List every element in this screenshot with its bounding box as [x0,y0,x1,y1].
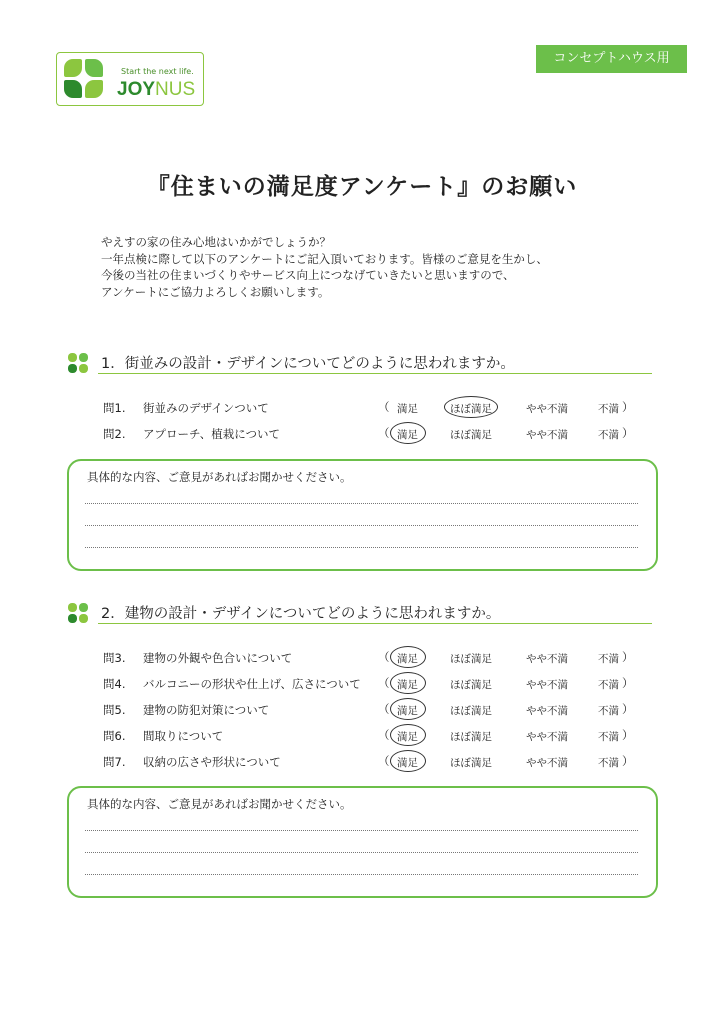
question-text: バルコニーの形状や仕上げ、広さについて [143,677,361,691]
paren-open: （ [378,426,390,440]
question-number: 問2. [103,427,126,441]
paren-close: ） [622,754,634,768]
paren-close: ） [622,728,634,742]
option-dissatisfied[interactable]: 不満 [598,653,619,665]
writing-line [85,503,638,504]
question-number: 問5. [103,703,126,717]
option-dissatisfied[interactable]: 不満 [598,705,619,717]
logo-wordmark: JOYNUS [117,79,196,100]
section-1-divider [98,373,652,374]
option-somewhat-dissatisfied[interactable]: やや不満 [526,653,568,665]
paren-close: ） [622,426,634,440]
paren-close: ） [622,676,634,690]
option-mostly-satisfied[interactable]: ほぼ満足 [450,429,492,441]
question-number: 問3. [103,651,126,665]
option-dissatisfied[interactable]: 不満 [598,679,619,691]
writing-line [85,547,638,548]
paren-open: （ [378,676,390,690]
option-somewhat-dissatisfied[interactable]: やや不満 [526,705,568,717]
intro-line: 今後の当社の住まいづくりやサービス向上につなげていきたいと思いますので、 [101,268,515,282]
option-mostly-satisfied[interactable]: ほぼ満足 [450,403,492,415]
option-dissatisfied[interactable]: 不満 [598,403,619,415]
question-text: 建物の防犯対策について [143,703,270,717]
question-number: 問7. [103,755,126,769]
paren-close: ） [622,400,634,414]
section-1-title: 1．街並みの設計・デザインについてどのように思われますか。 [101,356,515,372]
clover-icon [67,352,89,374]
concept-house-badge: コンセプトハウス用 [536,45,687,73]
paren-close: ） [622,702,634,716]
intro-line: やえすの家の住み心地はいかがでしょうか？ [101,235,331,249]
comment-label: 具体的な内容、ご意見があればお聞かせください。 [87,797,352,811]
writing-line [85,525,638,526]
question-text: 建物の外観や色合いについて [143,651,293,665]
clover-leaf-icon [64,80,82,98]
selection-circle [390,646,426,668]
section-2-title: 2．建物の設計・デザインについてどのように思われますか。 [101,606,501,622]
clover-leaf-icon [85,80,103,98]
option-mostly-satisfied[interactable]: ほぼ満足 [450,731,492,743]
page-title: 『住まいの満足度アンケート』のお願い [146,174,578,200]
clover-leaf-icon [85,59,103,77]
paren-open: （ [378,754,390,768]
question-number: 問1. [103,401,126,415]
question-number: 問6. [103,729,126,743]
clover-icon [67,602,89,624]
question-text: 街並みのデザインついて [143,401,269,415]
option-satisfied[interactable]: 満足 [397,731,418,743]
selection-circle [390,422,426,444]
writing-line [85,830,638,831]
joynus-logo [56,52,204,106]
option-dissatisfied[interactable]: 不満 [598,429,619,441]
option-mostly-satisfied[interactable]: ほぼ満足 [450,705,492,717]
option-mostly-satisfied[interactable]: ほぼ満足 [450,653,492,665]
option-somewhat-dissatisfied[interactable]: やや不満 [526,429,568,441]
option-somewhat-dissatisfied[interactable]: やや不満 [526,679,568,691]
option-satisfied[interactable]: 満足 [397,705,418,717]
intro-line: アンケートにご協力よろしくお願いします。 [101,284,330,299]
paren-open: （ [378,400,390,414]
selection-circle [390,750,426,772]
selection-circle [390,672,426,694]
question-number: 問4. [103,677,126,691]
question-text: 間取りについて [143,729,224,743]
option-satisfied[interactable]: 満足 [397,679,418,691]
comment-label: 具体的な内容、ご意見があればお聞かせください。 [87,470,352,484]
writing-line [85,874,638,875]
option-satisfied[interactable]: 満足 [397,403,418,415]
logo-tagline: Start the next life. [121,67,194,76]
option-somewhat-dissatisfied[interactable]: やや不満 [526,731,568,743]
option-satisfied[interactable]: 満足 [397,429,418,441]
option-mostly-satisfied[interactable]: ほぼ満足 [450,679,492,691]
option-satisfied[interactable]: 満足 [397,653,418,665]
selection-circle [444,396,498,418]
option-somewhat-dissatisfied[interactable]: やや不満 [526,403,568,415]
clover-leaf-icon [64,59,82,77]
option-somewhat-dissatisfied[interactable]: やや不満 [526,757,568,769]
paren-open: （ [378,650,390,664]
paren-open: （ [378,728,390,742]
question-text: 収納の広さや形状について [143,755,281,769]
comment-box[interactable] [67,786,658,898]
intro-text [101,234,548,300]
option-dissatisfied[interactable]: 不満 [598,757,619,769]
option-dissatisfied[interactable]: 不満 [598,731,619,743]
intro-line: 一年点検に際して以下のアンケートにご記入頂いております。皆様のご意見を生かし、 [101,251,548,266]
comment-box[interactable] [67,459,658,571]
option-satisfied[interactable]: 満足 [397,757,418,769]
option-mostly-satisfied[interactable]: ほぼ満足 [450,757,492,769]
paren-close: ） [622,650,634,664]
writing-line [85,852,638,853]
selection-circle [390,724,426,746]
section-2-divider [98,623,652,624]
selection-circle [390,698,426,720]
paren-open: （ [378,702,390,716]
question-text: アプローチ、植栽について [143,427,280,441]
